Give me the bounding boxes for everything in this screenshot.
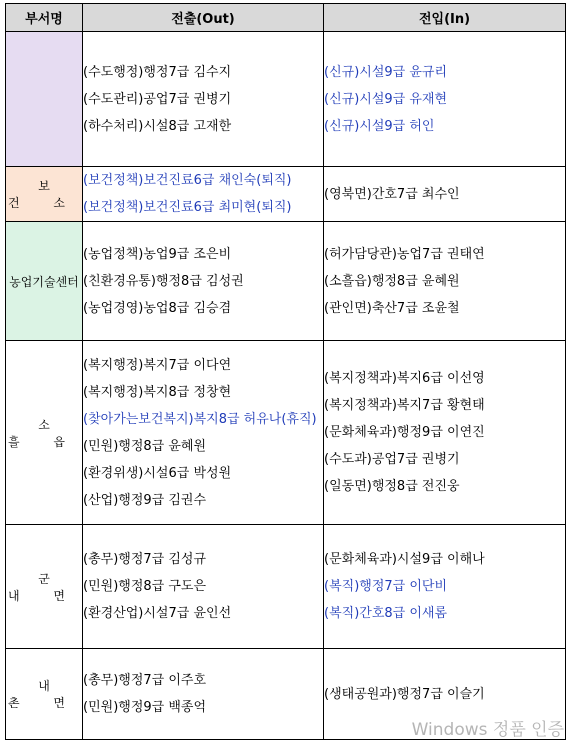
in-entry: (신규)시설9급 윤규리	[324, 64, 448, 80]
in-entry: (문화체육과)시설9급 이해나	[324, 552, 485, 567]
table-row	[6, 32, 566, 167]
out-cell	[83, 525, 324, 649]
header-in: 전입(In)	[324, 4, 566, 32]
in-entry: (복지정책과)복지6급 이선영	[324, 371, 485, 386]
out-entry: (복지행정)복지7급 이다연	[83, 357, 232, 373]
header-row	[6, 4, 566, 32]
header-out: 전출(Out)	[83, 4, 324, 32]
out-entry: (총무)행정7급 이주호	[83, 673, 207, 688]
out-entry: (복지행정)복지8급 정창현	[83, 384, 232, 400]
out-cell	[83, 341, 324, 525]
out-entry: (산업)행정9급 김권수	[83, 492, 207, 508]
dept-cell: 내 촌 면	[6, 649, 83, 740]
out-entry: (친환경유통)행정8급 김성권	[83, 273, 244, 289]
out-cell	[83, 167, 324, 222]
transfer-table	[5, 3, 566, 740]
out-entry: (하수처리)시설8급 고재한	[83, 118, 232, 134]
out-entry: (민원)행정9급 백종억	[83, 700, 207, 715]
out-cell	[83, 222, 324, 341]
in-entry: (생태공원과)행정7급 이슬기	[324, 686, 485, 702]
out-entry: (찾아가는보건복지)복지8급 허유나(휴직)	[83, 411, 317, 427]
in-cell	[324, 341, 566, 525]
dept-cell: 농업기술센터	[6, 222, 83, 341]
out-entry: (환경산업)시설7급 윤인선	[83, 606, 232, 621]
in-entry: (일동면)행정8급 전진웅	[324, 479, 460, 494]
in-entry: (복지정책과)복지7급 황현태	[324, 398, 485, 413]
in-entry: (복직)간호8급 이새롬	[324, 606, 448, 621]
out-entry: (수도관리)공업7급 권병기	[83, 91, 232, 107]
in-entry: (관인면)축산7급 조윤철	[324, 300, 460, 316]
in-cell	[324, 525, 566, 649]
out-entry: (수도행정)행정7급 김수지	[83, 64, 232, 80]
out-entry: (총무)행정7급 김성규	[83, 552, 207, 567]
in-entry: (영북면)간호7급 최수인	[324, 186, 460, 202]
table-body	[6, 32, 566, 740]
dept-cell: 소 흘 읍	[6, 341, 83, 525]
dept-cell	[6, 32, 83, 167]
out-entry: (민원)행정8급 구도은	[83, 579, 207, 594]
in-entry: (허가담당관)농업7급 권태연	[324, 246, 485, 262]
activation-watermark: Windows 정품 인증	[411, 720, 564, 740]
table-row	[6, 341, 566, 525]
in-entry: (문화체육과)행정9급 이연진	[324, 425, 485, 440]
out-entry: (농업정책)농업9급 조은비	[83, 246, 232, 262]
header-dept: 부서명	[6, 4, 83, 32]
table-row	[6, 525, 566, 649]
in-entry: (복직)행정7급 이단비	[324, 579, 448, 594]
out-entry: (보건정책)보건진료6급 최미현(퇴직)	[83, 200, 292, 215]
table-row	[6, 167, 566, 222]
in-entry: (수도과)공업7급 권병기	[324, 452, 460, 467]
out-cell	[83, 32, 324, 167]
dept-cell: 군 내 면	[6, 525, 83, 649]
out-cell	[83, 649, 324, 740]
out-entry: (농업경영)농업8급 김승겸	[83, 300, 232, 316]
in-entry: (소흘읍)행정8급 윤혜원	[324, 273, 460, 289]
in-cell	[324, 222, 566, 341]
out-entry: (보건정책)보건진료6급 채인숙(퇴직)	[83, 173, 292, 188]
dept-cell: 보 건 소	[6, 167, 83, 222]
in-cell	[324, 32, 566, 167]
in-cell	[324, 167, 566, 222]
out-entry: (환경위생)시설6급 박성원	[83, 465, 232, 481]
in-entry: (신규)시설9급 허인	[324, 118, 435, 134]
out-entry: (민원)행정8급 윤혜원	[83, 438, 207, 454]
table-row	[6, 222, 566, 341]
in-entry: (신규)시설9급 유재현	[324, 91, 448, 107]
